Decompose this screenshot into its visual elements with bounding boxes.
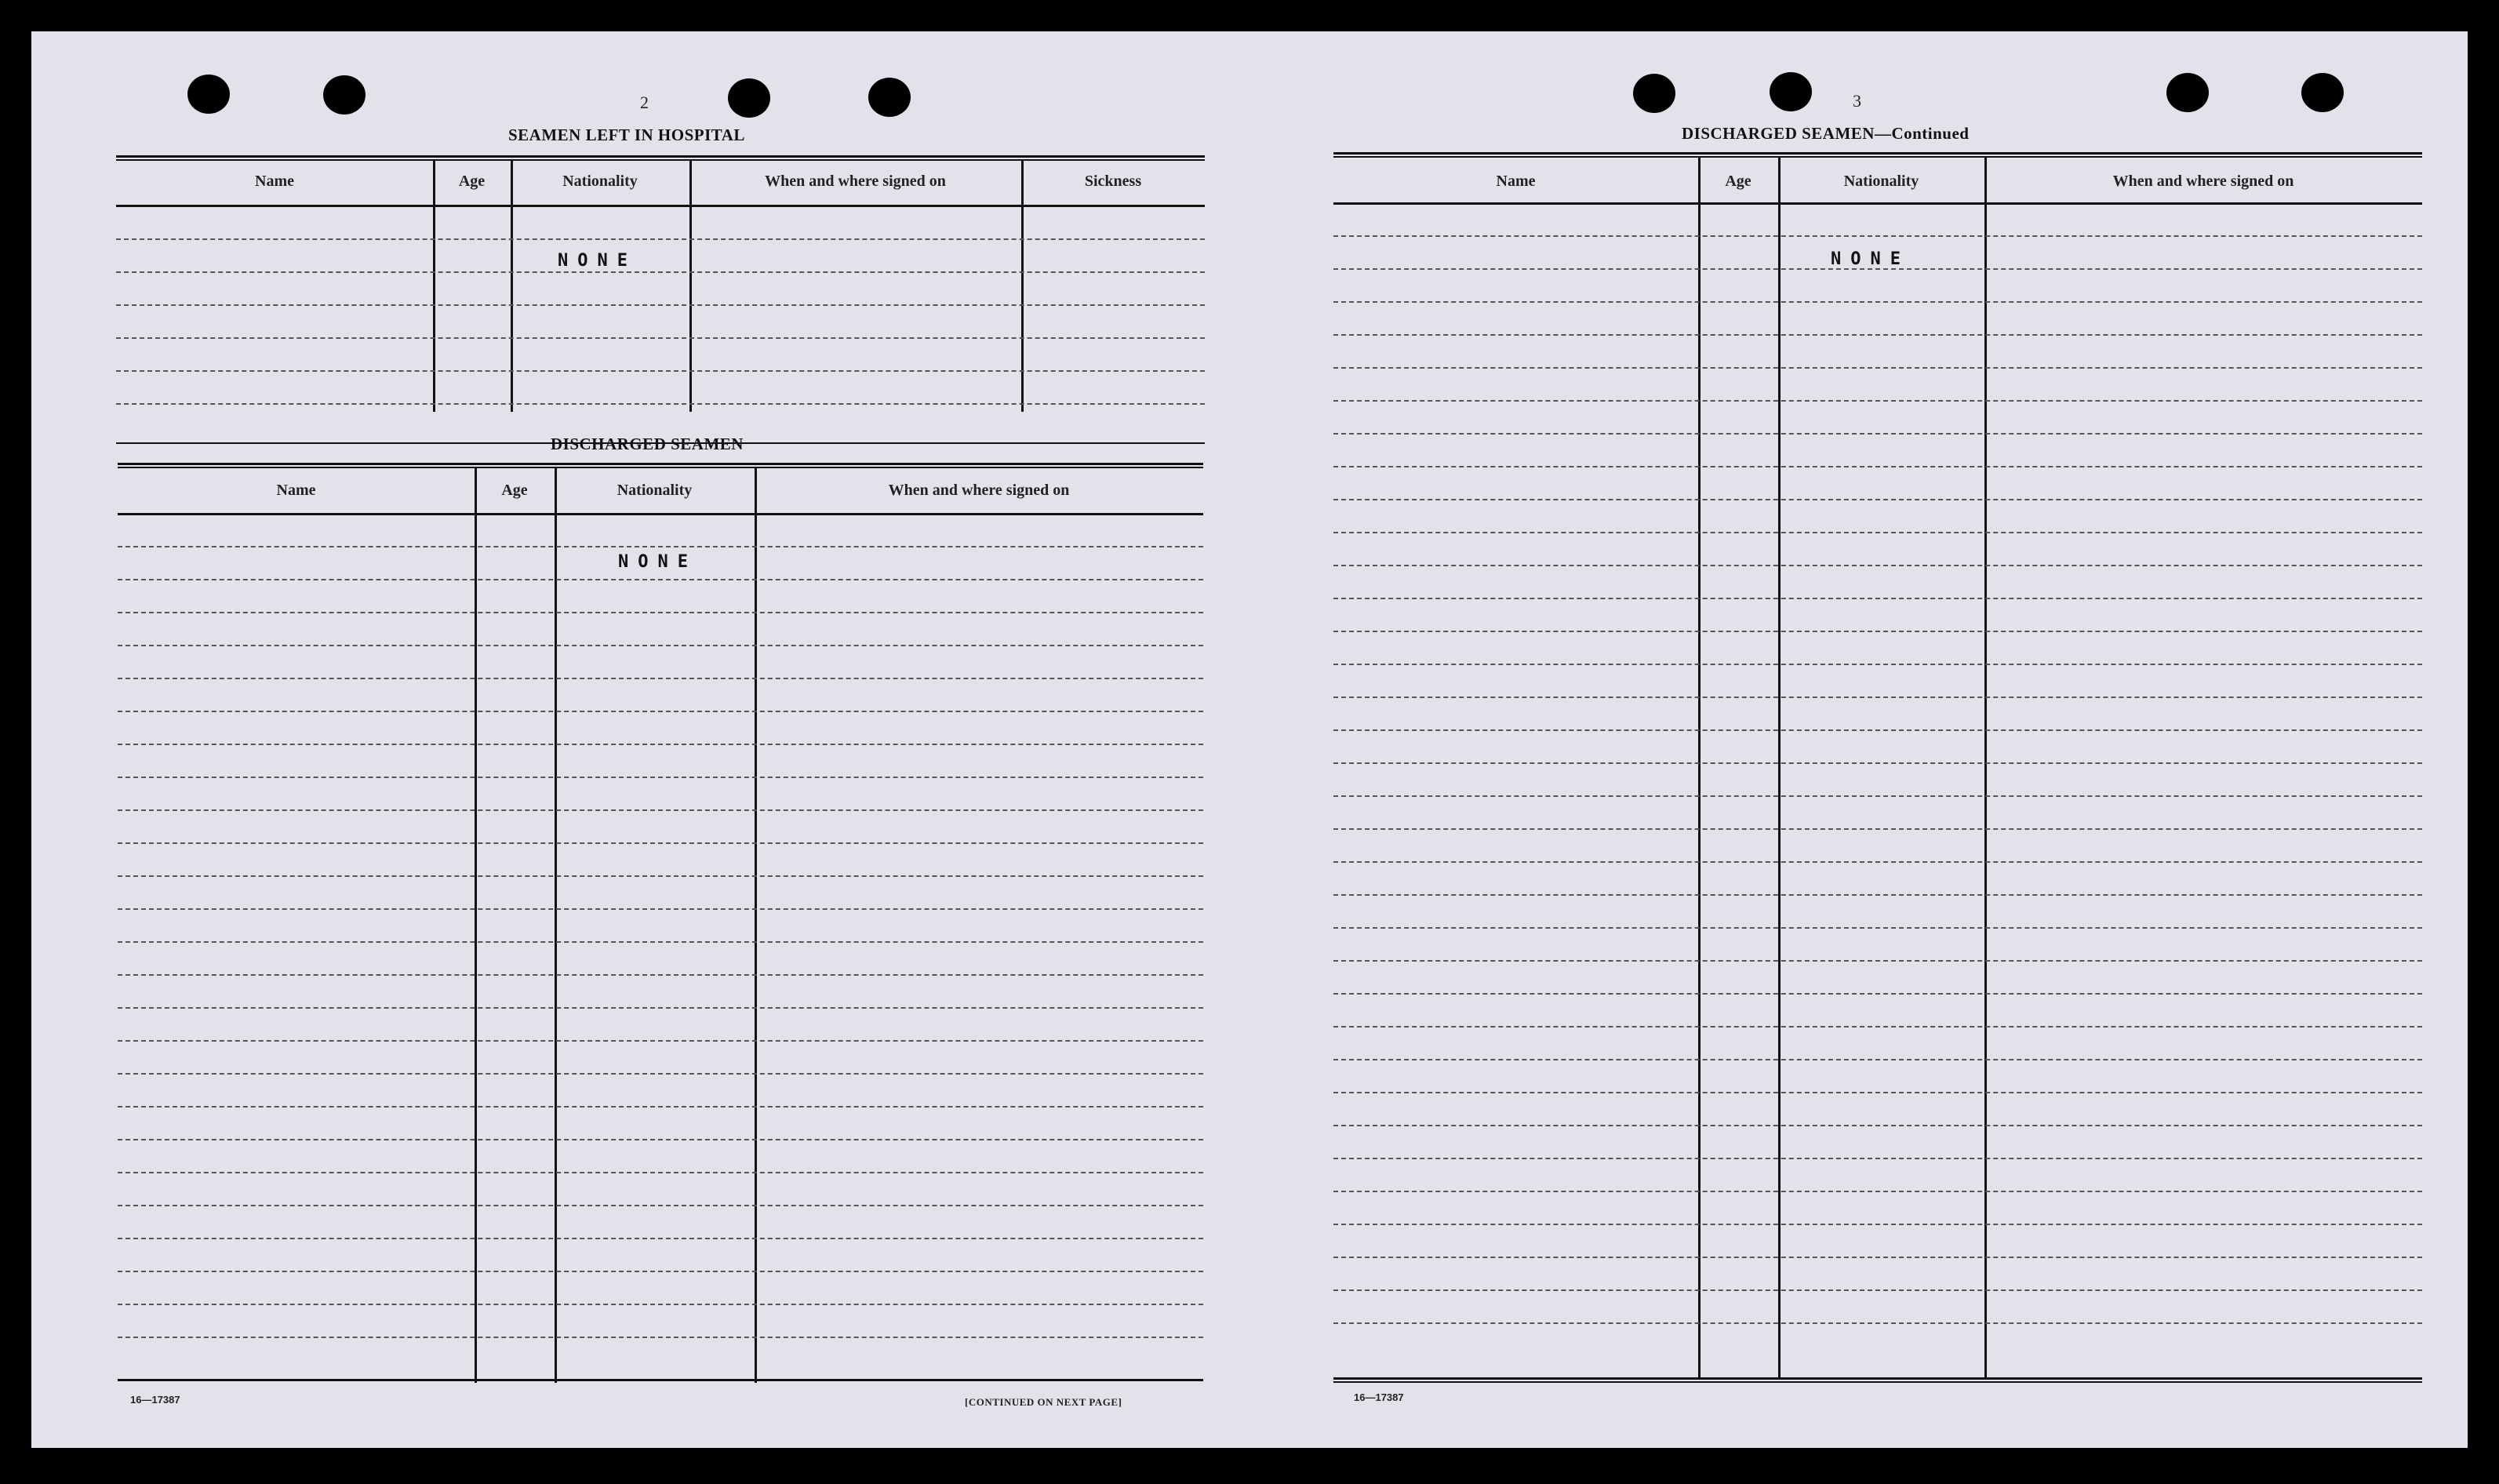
punch-hole-icon [728,78,770,118]
discharged-header-signed-on: When and where signed on [888,482,1070,499]
table-row [118,1172,1203,1173]
discharged-table-right [1333,152,2422,1387]
punch-hole-icon [2166,73,2209,112]
table-row [118,1073,1203,1075]
table-row [1333,400,2422,402]
discharged-header-name: Name [276,482,316,499]
table-row [1333,828,2422,830]
hospital-header-age: Age [458,173,486,190]
table-row [116,370,1205,372]
table-row [1333,795,2422,797]
table-row [118,974,1203,976]
form-number-right: 16—17387 [1354,1391,1404,1403]
punch-hole-icon [1633,74,1675,113]
table-row [118,645,1203,646]
hospital-section-title: SEAMEN LEFT IN HOSPITAL [508,125,745,144]
table-row [1333,1026,2422,1028]
punch-hole-icon [1770,72,1812,111]
discharged-header-age: Age [501,482,528,499]
table-row [1333,565,2422,566]
table-row [118,809,1203,811]
table-row [1333,894,2422,896]
table-row [118,579,1203,580]
punch-hole-icon [323,75,366,115]
table-row [1333,367,2422,369]
table-row [118,842,1203,844]
table-row [1333,993,2422,995]
table-row [118,612,1203,613]
table-row [1333,664,2422,665]
page-number-right: 3 [1853,91,1861,111]
table-row [118,941,1203,943]
table-row [1333,235,2422,237]
discharged-continued-title [1682,124,1969,144]
page-number-left: 2 [640,93,649,112]
table-row [118,1238,1203,1239]
table-row [118,875,1203,877]
table-row [118,1271,1203,1272]
table-row [116,271,1205,273]
table-row [1333,532,2422,533]
hospital-header-sickness: Sickness [1084,173,1142,190]
table-row [1333,697,2422,698]
table-row [1333,1257,2422,1258]
table-row [1333,433,2422,435]
table-row [1333,1224,2422,1225]
table-row [118,1007,1203,1009]
table-row [116,238,1205,240]
discharged-continued-suffix: —Continued [1874,124,1970,143]
table-row [116,403,1205,405]
table-row [1333,1191,2422,1192]
discharged-none-entry-right: NONE [1831,249,1910,269]
discharged-none-entry-left: NONE [618,552,697,572]
table-row [118,1205,1203,1206]
table-row [1333,334,2422,336]
table-row [1333,729,2422,731]
table-row [1333,1092,2422,1093]
table-row [1333,927,2422,929]
table-row [118,1139,1203,1140]
document-sheet [31,31,2468,1448]
table-row [1333,1158,2422,1159]
table-row [1333,1289,2422,1291]
table-row [1333,598,2422,599]
table-row [1333,861,2422,863]
hospital-table [116,155,1205,447]
discharged-table-left [118,463,1203,1384]
table-row [118,546,1203,547]
table-row [118,711,1203,712]
table-row [118,777,1203,778]
continued-header-age: Age [1725,173,1751,190]
table-row [118,744,1203,745]
continued-header-name: Name [1496,173,1536,190]
table-row [1333,960,2422,962]
punch-hole-icon [187,75,230,114]
table-row [118,908,1203,910]
hospital-header-nationality: Nationality [562,173,638,190]
table-row [118,1337,1203,1338]
table-row [118,1106,1203,1108]
continued-note: [CONTINUED ON NEXT PAGE] [965,1396,1122,1408]
continued-header-signed-on: When and where signed on [2112,173,2294,190]
hospital-header-name: Name [255,173,294,190]
table-row [118,1304,1203,1305]
table-row [1333,762,2422,764]
table-row [116,337,1205,339]
table-row [1333,301,2422,303]
table-row [1333,1125,2422,1126]
discharged-section-title: DISCHARGED SEAMEN [551,435,744,453]
table-row [1333,631,2422,632]
hospital-none-entry: NONE [558,251,637,271]
table-row [1333,466,2422,467]
table-row [118,1040,1203,1042]
discharged-header-nationality: Nationality [617,482,693,499]
punch-hole-icon [2301,73,2344,112]
table-row [1333,1059,2422,1060]
continued-header-nationality: Nationality [1843,173,1919,190]
form-number-left: 16—17387 [130,1394,180,1406]
table-row [1333,1322,2422,1324]
punch-hole-icon [868,78,911,117]
table-row [1333,499,2422,500]
table-row [116,304,1205,306]
table-row [118,678,1203,679]
hospital-header-signed-on: When and where signed on [765,173,946,190]
discharged-continued-title-main: DISCHARGED SEAMEN [1682,124,1875,143]
